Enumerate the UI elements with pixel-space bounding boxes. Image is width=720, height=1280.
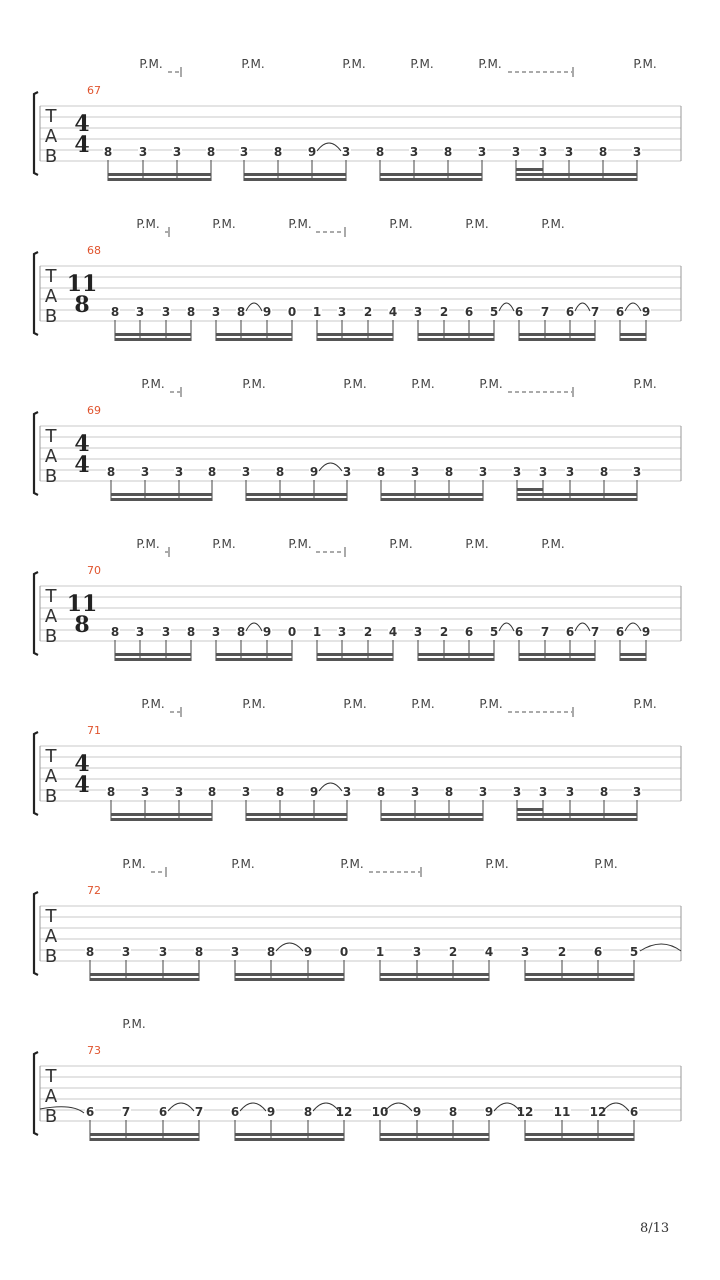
palm-mute-label: P.M. <box>212 217 236 231</box>
beam-primary <box>90 1138 199 1141</box>
fret-number: 3 <box>140 465 150 479</box>
time-signature-top: 4 <box>74 111 90 137</box>
tab-clef-letter: B <box>44 946 58 967</box>
fret-number: 3 <box>121 945 131 959</box>
beam-primary <box>235 978 344 981</box>
fret-number: 3 <box>413 625 423 639</box>
beam-secondary <box>235 1133 344 1136</box>
fret-number: 8 <box>110 625 120 639</box>
tab-clef-letter: A <box>44 446 58 467</box>
tab-clef-letter: T <box>45 266 57 287</box>
fret-number: 3 <box>342 785 352 799</box>
tab-clef-letter: A <box>44 766 58 787</box>
tab-clef-letter: A <box>44 606 58 627</box>
fret-number: 3 <box>413 305 423 319</box>
time-signature-top: 11 <box>66 591 98 617</box>
beam-secondary <box>517 493 637 496</box>
fret-number: 6 <box>593 945 603 959</box>
palm-mute-label: P.M. <box>633 697 657 711</box>
palm-mute-label: P.M. <box>633 377 657 391</box>
beam-primary <box>519 338 595 341</box>
palm-mute-label: P.M. <box>343 377 367 391</box>
fret-number: 6 <box>158 1105 168 1119</box>
tab-system <box>34 377 681 501</box>
fret-number: 7 <box>540 625 550 639</box>
beam-primary <box>381 818 483 821</box>
palm-mute-label: P.M. <box>485 857 509 871</box>
fret-number: 8 <box>598 145 608 159</box>
palm-mute-label: P.M. <box>241 57 265 71</box>
fret-number: 5 <box>489 305 499 319</box>
system-bracket <box>34 92 38 175</box>
palm-mute-label: P.M. <box>478 57 502 71</box>
beam-primary <box>418 338 494 341</box>
palm-mute-label: P.M. <box>122 1017 146 1031</box>
fret-number: 5 <box>629 945 639 959</box>
tab-clef-letter: A <box>44 1086 58 1107</box>
fret-number: 8 <box>207 785 217 799</box>
beam-primary <box>90 978 199 981</box>
beam-secondary <box>246 493 347 496</box>
palm-mute-label: P.M. <box>594 857 618 871</box>
fret-number: 6 <box>615 625 625 639</box>
beam-primary <box>115 658 191 661</box>
beam-secondary <box>115 653 191 656</box>
tab-clef-letter: A <box>44 286 58 307</box>
fret-number: 3 <box>161 625 171 639</box>
beam-primary <box>317 338 393 341</box>
tab-system <box>34 537 681 661</box>
beam-primary <box>517 818 637 821</box>
fret-number: 3 <box>512 785 522 799</box>
fret-number: 3 <box>512 465 522 479</box>
tab-clef-letter: T <box>45 586 57 607</box>
fret-number: 12 <box>589 1105 607 1119</box>
beam-primary <box>525 978 634 981</box>
fret-number: 4 <box>388 305 398 319</box>
palm-mute-label: P.M. <box>465 217 489 231</box>
fret-number: 8 <box>303 1105 313 1119</box>
fret-number: 9 <box>641 305 651 319</box>
palm-mute-label: P.M. <box>465 537 489 551</box>
fret-number: 5 <box>489 625 499 639</box>
fret-number: 10 <box>371 1105 389 1119</box>
fret-number: 4 <box>484 945 494 959</box>
fret-number: 9 <box>262 625 272 639</box>
fret-number: 9 <box>641 625 651 639</box>
beam-primary <box>235 1138 344 1141</box>
fret-number: 8 <box>599 785 609 799</box>
beam-secondary <box>244 173 346 176</box>
beam-primary <box>620 338 646 341</box>
tab-clef-letter: T <box>45 746 57 767</box>
beam-secondary <box>525 973 634 976</box>
beam-secondary <box>235 973 344 976</box>
beam-secondary <box>380 1133 489 1136</box>
beam-secondary <box>519 333 595 336</box>
fret-number: 3 <box>538 145 548 159</box>
fret-number: 8 <box>444 465 454 479</box>
beam-primary <box>380 978 489 981</box>
beam-secondary <box>115 333 191 336</box>
palm-mute-label: P.M. <box>541 537 565 551</box>
fret-number: 3 <box>632 785 642 799</box>
palm-mute-label: P.M. <box>136 537 160 551</box>
fret-number: 3 <box>410 785 420 799</box>
fret-number: 3 <box>538 465 548 479</box>
fret-number: 3 <box>520 945 530 959</box>
palm-mute-label: P.M. <box>479 697 503 711</box>
fret-number: 0 <box>287 625 297 639</box>
fret-number: 3 <box>477 145 487 159</box>
beam-primary <box>115 338 191 341</box>
fret-number: 2 <box>448 945 458 959</box>
fret-number: 6 <box>85 1105 95 1119</box>
tab-system <box>34 1017 681 1141</box>
fret-number: 3 <box>341 145 351 159</box>
fret-number: 9 <box>307 145 317 159</box>
beam-tertiary <box>517 808 543 811</box>
beam-secondary <box>517 813 637 816</box>
beam-secondary <box>516 173 637 176</box>
fret-number: 3 <box>135 625 145 639</box>
fret-number: 3 <box>410 465 420 479</box>
fret-number: 3 <box>158 945 168 959</box>
palm-mute-label: P.M. <box>411 377 435 391</box>
fret-number: 8 <box>206 145 216 159</box>
fret-number: 3 <box>135 305 145 319</box>
beam-secondary <box>246 813 347 816</box>
fret-number: 3 <box>172 145 182 159</box>
fret-number: 3 <box>564 145 574 159</box>
fret-number: 3 <box>161 305 171 319</box>
tab-clef-letter: T <box>45 426 57 447</box>
fret-number: 1 <box>375 945 385 959</box>
beam-primary <box>380 1138 489 1141</box>
beam-secondary <box>525 1133 634 1136</box>
fret-number: 6 <box>514 625 524 639</box>
time-signature-bottom: 8 <box>74 292 90 318</box>
fret-number: 3 <box>211 625 221 639</box>
beam-secondary <box>620 653 646 656</box>
beam-primary <box>516 178 637 181</box>
fret-number: 8 <box>194 945 204 959</box>
tab-clef-letter: T <box>45 106 57 127</box>
beam-primary <box>418 658 494 661</box>
palm-mute-label: P.M. <box>340 857 364 871</box>
fret-number: 6 <box>615 305 625 319</box>
fret-number: 2 <box>363 625 373 639</box>
fret-number: 8 <box>273 145 283 159</box>
palm-mute-label: P.M. <box>479 377 503 391</box>
fret-number: 9 <box>484 1105 494 1119</box>
fret-number: 7 <box>121 1105 131 1119</box>
palm-mute-label: P.M. <box>242 377 266 391</box>
tab-system <box>34 697 681 821</box>
palm-mute-label: P.M. <box>141 377 165 391</box>
tab-system <box>34 217 681 341</box>
measure-number: 67 <box>87 84 101 97</box>
fret-number: 9 <box>303 945 313 959</box>
beam-secondary <box>90 1133 199 1136</box>
fret-number: 1 <box>312 625 322 639</box>
palm-mute-label: P.M. <box>541 217 565 231</box>
measure-number: 71 <box>87 724 101 737</box>
fret-number: 8 <box>186 305 196 319</box>
fret-number: 3 <box>230 945 240 959</box>
fret-number: 3 <box>239 145 249 159</box>
fret-number: 3 <box>412 945 422 959</box>
fret-number: 3 <box>138 145 148 159</box>
beam-primary <box>216 338 292 341</box>
beam-secondary <box>216 653 292 656</box>
palm-mute-label: P.M. <box>288 217 312 231</box>
fret-number: 3 <box>409 145 419 159</box>
palm-mute-label: P.M. <box>410 57 434 71</box>
palm-mute-label: P.M. <box>633 57 657 71</box>
fret-number: 8 <box>186 625 196 639</box>
palm-mute-label: P.M. <box>231 857 255 871</box>
fret-number: 7 <box>194 1105 204 1119</box>
beam-tertiary <box>517 488 543 491</box>
beam-primary <box>108 178 211 181</box>
beam-primary <box>216 658 292 661</box>
beam-secondary <box>381 813 483 816</box>
system-bracket <box>34 732 38 815</box>
fret-number: 6 <box>565 305 575 319</box>
fret-number: 3 <box>632 145 642 159</box>
fret-number: 4 <box>388 625 398 639</box>
beam-primary <box>111 498 212 501</box>
beam-secondary <box>90 973 199 976</box>
fret-number: 8 <box>443 145 453 159</box>
fret-number: 8 <box>236 305 246 319</box>
beam-secondary <box>519 653 595 656</box>
tab-system <box>34 57 681 181</box>
fret-number: 1 <box>312 305 322 319</box>
beam-primary <box>519 658 595 661</box>
time-signature-bottom: 4 <box>74 452 90 478</box>
fret-number: 12 <box>516 1105 534 1119</box>
measure-number: 73 <box>87 1044 101 1057</box>
fret-number: 6 <box>629 1105 639 1119</box>
palm-mute-label: P.M. <box>343 697 367 711</box>
fret-number: 2 <box>557 945 567 959</box>
fret-number: 9 <box>266 1105 276 1119</box>
palm-mute-label: P.M. <box>212 537 236 551</box>
system-bracket <box>34 252 38 335</box>
time-signature-top: 4 <box>74 431 90 457</box>
system-bracket <box>34 572 38 655</box>
fret-number: 6 <box>514 305 524 319</box>
tab-clef-letter: B <box>44 626 58 647</box>
fret-number: 3 <box>140 785 150 799</box>
fret-number: 3 <box>241 785 251 799</box>
beam-secondary <box>418 333 494 336</box>
fret-number: 3 <box>174 465 184 479</box>
system-bracket <box>34 1052 38 1135</box>
palm-mute-label: P.M. <box>288 537 312 551</box>
time-signature-top: 11 <box>66 271 98 297</box>
fret-number: 8 <box>85 945 95 959</box>
fret-number: 3 <box>241 465 251 479</box>
beam-secondary <box>317 333 393 336</box>
palm-mute-label: P.M. <box>342 57 366 71</box>
fret-number: 3 <box>511 145 521 159</box>
palm-mute-label: P.M. <box>389 217 413 231</box>
beam-primary <box>620 658 646 661</box>
palm-mute-label: P.M. <box>122 857 146 871</box>
system-bracket <box>34 412 38 495</box>
measure-number: 68 <box>87 244 101 257</box>
page-number: 8/13 <box>640 1221 670 1236</box>
fret-number: 6 <box>464 625 474 639</box>
fret-number: 8 <box>376 465 386 479</box>
beam-primary <box>246 498 347 501</box>
measure-number: 72 <box>87 884 101 897</box>
fret-number: 9 <box>309 465 319 479</box>
system-bracket <box>34 892 38 975</box>
fret-number: 3 <box>538 785 548 799</box>
beam-primary <box>246 818 347 821</box>
fret-number: 8 <box>106 465 116 479</box>
fret-number: 8 <box>448 1105 458 1119</box>
beam-tertiary <box>516 168 543 171</box>
palm-mute-label: P.M. <box>389 537 413 551</box>
fret-number: 9 <box>262 305 272 319</box>
fret-number: 3 <box>632 465 642 479</box>
fret-number: 3 <box>565 465 575 479</box>
beam-secondary <box>380 973 489 976</box>
beam-secondary <box>380 173 482 176</box>
fret-number: 8 <box>207 465 217 479</box>
palm-mute-label: P.M. <box>136 217 160 231</box>
beam-secondary <box>108 173 211 176</box>
tab-clef-letter: T <box>45 906 57 927</box>
fret-number: 3 <box>337 625 347 639</box>
beam-secondary <box>381 493 483 496</box>
time-signature-bottom: 4 <box>74 772 90 798</box>
fret-number: 8 <box>266 945 276 959</box>
fret-number: 3 <box>211 305 221 319</box>
fret-number: 7 <box>590 305 600 319</box>
palm-mute-label: P.M. <box>139 57 163 71</box>
beam-primary <box>380 178 482 181</box>
measure-number: 69 <box>87 404 101 417</box>
fret-number: 3 <box>565 785 575 799</box>
fret-number: 3 <box>174 785 184 799</box>
fret-number: 0 <box>287 305 297 319</box>
tab-clef-letter: B <box>44 146 58 167</box>
fret-number: 3 <box>342 465 352 479</box>
tab-clef-letter: T <box>45 1066 57 1087</box>
fret-number: 2 <box>363 305 373 319</box>
fret-number: 2 <box>439 625 449 639</box>
beam-primary <box>244 178 346 181</box>
beam-secondary <box>317 653 393 656</box>
fret-number: 6 <box>464 305 474 319</box>
beam-secondary <box>620 333 646 336</box>
fret-number: 3 <box>478 785 488 799</box>
fret-number: 8 <box>106 785 116 799</box>
fret-number: 8 <box>110 305 120 319</box>
fret-number: 6 <box>565 625 575 639</box>
palm-mute-label: P.M. <box>242 697 266 711</box>
beam-secondary <box>216 333 292 336</box>
fret-number: 8 <box>103 145 113 159</box>
beam-secondary <box>418 653 494 656</box>
time-signature-bottom: 4 <box>74 132 90 158</box>
fret-number: 11 <box>553 1105 571 1119</box>
fret-number: 3 <box>478 465 488 479</box>
fret-number: 7 <box>590 625 600 639</box>
palm-mute-label: P.M. <box>411 697 435 711</box>
fret-number: 12 <box>335 1105 353 1119</box>
tab-clef-letter: A <box>44 126 58 147</box>
fret-number: 8 <box>236 625 246 639</box>
fret-number: 9 <box>412 1105 422 1119</box>
fret-number: 7 <box>540 305 550 319</box>
fret-number: 8 <box>275 465 285 479</box>
time-signature-top: 4 <box>74 751 90 777</box>
fret-number: 9 <box>309 785 319 799</box>
tab-system <box>34 857 681 981</box>
beam-secondary <box>111 813 212 816</box>
time-signature-bottom: 8 <box>74 612 90 638</box>
fret-number: 2 <box>439 305 449 319</box>
tab-clef-letter: B <box>44 466 58 487</box>
tab-clef-letter: B <box>44 306 58 327</box>
beam-primary <box>317 658 393 661</box>
beam-primary <box>525 1138 634 1141</box>
fret-number: 8 <box>444 785 454 799</box>
fret-number: 6 <box>230 1105 240 1119</box>
tab-clef-letter: B <box>44 1106 58 1127</box>
fret-number: 8 <box>375 145 385 159</box>
palm-mute-label: P.M. <box>141 697 165 711</box>
beam-primary <box>111 818 212 821</box>
beam-primary <box>517 498 637 501</box>
fret-number: 8 <box>376 785 386 799</box>
beam-primary <box>381 498 483 501</box>
measure-number: 70 <box>87 564 101 577</box>
tab-clef-letter: B <box>44 786 58 807</box>
fret-number: 8 <box>275 785 285 799</box>
beam-secondary <box>111 493 212 496</box>
tab-clef-letter: A <box>44 926 58 947</box>
fret-number: 0 <box>339 945 349 959</box>
fret-number: 3 <box>337 305 347 319</box>
fret-number: 8 <box>599 465 609 479</box>
